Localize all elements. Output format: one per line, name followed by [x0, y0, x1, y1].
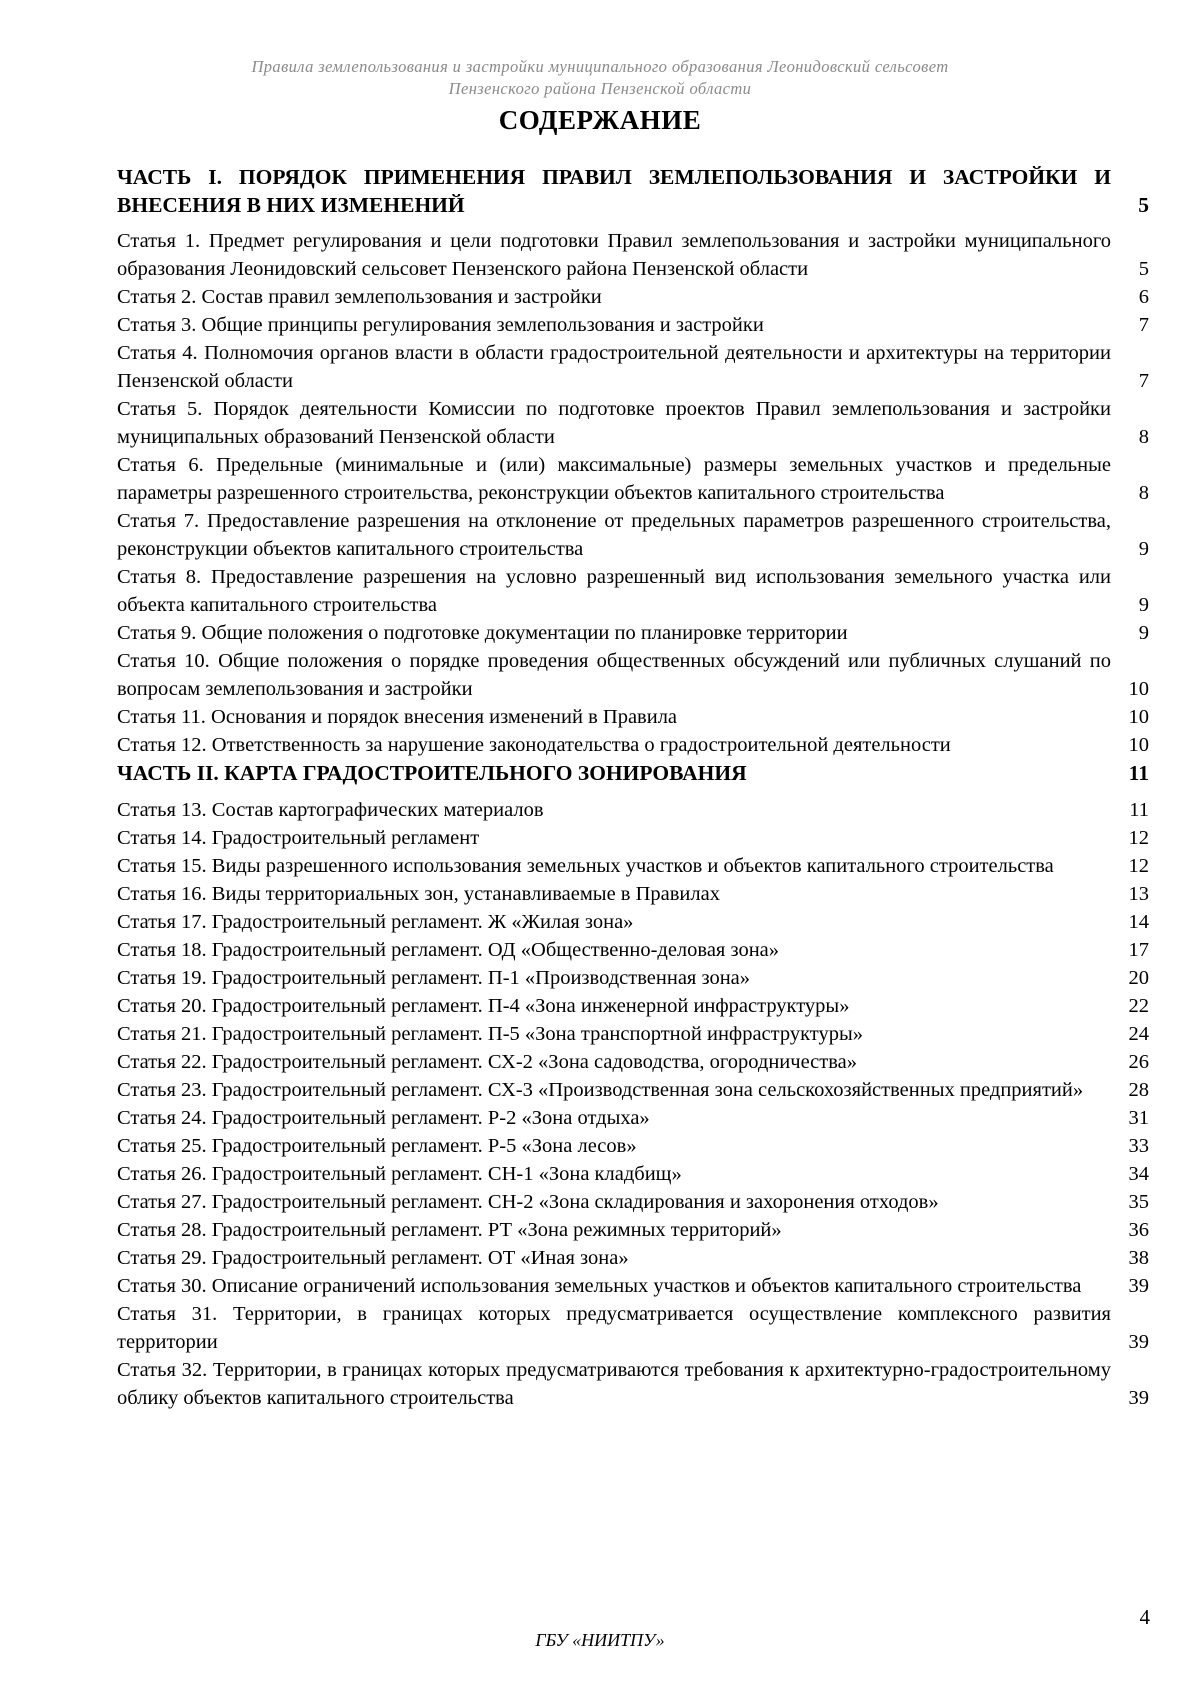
toc-entry-page: 34 — [1128, 1163, 1149, 1185]
toc-entry-title: Статья 8. Предоставление разрешения на условно разрешенный вид использования земельного участка или объекта капитального строительства — [117, 566, 1111, 616]
toc-entry-title: Статья 5. Порядок деятельности Комиссии по подготовке проектов Правил землепользования и застройки муниципальных образований Пензенской области — [117, 398, 1111, 448]
toc-article-entry[interactable] — [117, 731, 1149, 759]
toc-article-entry[interactable] — [117, 283, 1149, 311]
toc-entry-page: 39 — [1128, 1275, 1149, 1297]
toc-entry-title: Статья 23. Градостроительный регламент. СХ-3 «Производственная зона сельскохозяйственных предприятий» — [117, 1079, 1084, 1101]
toc-entry-title: Статья 26. Градостроительный регламент. СН-1 «Зона кладбищ» — [117, 1163, 682, 1185]
toc-entry-title: Статья 27. Градостроительный регламент. СН-2 «Зона складирования и захоронения отходов» — [117, 1191, 939, 1213]
toc-article-entry[interactable] — [117, 992, 1149, 1020]
running-header-line-2: Пензенского района Пензенской области — [448, 79, 752, 98]
running-header — [140, 56, 1060, 100]
toc-entry-title: ЧАСТЬ II. КАРТА ГРАДОСТРОИТЕЛЬНОГО ЗОНИРОВАНИЯ — [117, 761, 747, 785]
toc-entry-title: Статья 15. Виды разрешенного использования земельных участков и объектов капитального строительства — [117, 855, 1054, 877]
toc-entry-title: Статья 19. Градостроительный регламент. П-1 «Производственная зона» — [117, 967, 751, 989]
toc-entry-page: 9 — [1138, 622, 1149, 644]
toc-entry-page: 39 — [1128, 1387, 1149, 1409]
toc-entry-title: Статья 4. Полномочия органов власти в области градостроительной деятельности и архитектуры на территории Пензенской области — [117, 342, 1111, 392]
toc-entry-page: 35 — [1128, 1191, 1149, 1213]
toc-entry-page: 7 — [1138, 370, 1149, 392]
toc-entry-page: 9 — [1138, 594, 1149, 616]
toc-entry-title: Статья 1. Предмет регулирования и цели подготовки Правил землепользования и застройки муниципального образования Леонидовский сельсовет Пензенского района Пензенской области — [117, 230, 1111, 280]
toc-entry-page: 11 — [1129, 799, 1149, 821]
footer-organization: ГБУ «НИИТПУ» — [535, 1630, 665, 1650]
toc-entry-page: 12 — [1128, 855, 1149, 877]
toc-entry-page: 20 — [1128, 967, 1149, 989]
toc-entry-title: Статья 20. Градостроительный регламент. П-4 «Зона инженерной инфраструктуры» — [117, 995, 850, 1017]
toc-article-entry[interactable] — [117, 227, 1149, 283]
toc-entry-title: Статья 7. Предоставление разрешения на отклонение от предельных параметров разрешенного строительства, реконструкции объектов капитального строительства — [117, 510, 1111, 560]
toc-article-entry[interactable] — [117, 619, 1149, 647]
toc-article-entry[interactable] — [117, 964, 1149, 992]
toc-article-entry[interactable] — [117, 1160, 1149, 1188]
toc-article-entry[interactable] — [117, 451, 1149, 507]
toc-article-entry[interactable] — [117, 1020, 1149, 1048]
toc-article-entry[interactable] — [117, 1188, 1149, 1216]
toc-article-entry[interactable] — [117, 507, 1149, 563]
toc-entry-page: 33 — [1128, 1135, 1149, 1157]
toc-entry-page: 12 — [1128, 827, 1149, 849]
toc-entry-title: Статья 31. Территории, в границах которых предусматривается осуществление комплексного развития территории — [117, 1303, 1111, 1353]
toc-article-entry[interactable] — [117, 1356, 1149, 1412]
toc-entry-page: 7 — [1138, 314, 1149, 336]
toc-entry-page: 5 — [1138, 258, 1149, 280]
toc-part-entry[interactable] — [117, 163, 1149, 219]
toc-entry-page: 8 — [1138, 426, 1149, 448]
toc-entry-title: ЧАСТЬ I. ПОРЯДОК ПРИМЕНЕНИЯ ПРАВИЛ ЗЕМЛЕПОЛЬЗОВАНИЯ И ЗАСТРОЙКИ И ВНЕСЕНИЯ В НИХ ИЗМЕНЕНИЙ — [117, 165, 1111, 217]
toc-entry-title: Статья 28. Градостроительный регламент. РТ «Зона режимных территорий» — [117, 1219, 782, 1241]
toc-article-entry[interactable] — [117, 1216, 1149, 1244]
toc-article-entry[interactable] — [117, 880, 1149, 908]
running-header-line-1: Правила землепользования и застройки муниципального образования Леонидовский сельсовет — [251, 57, 949, 76]
toc-article-entry[interactable] — [117, 1272, 1149, 1300]
toc-entry-title: Статья 10. Общие положения о порядке проведения общественных обсуждений или публичных слушаний по вопросам землепользования и застройки — [117, 650, 1111, 700]
toc-entry-page: 39 — [1128, 1331, 1149, 1353]
toc-entry-page: 38 — [1128, 1247, 1149, 1269]
toc-entry-title: Статья 32. Территории, в границах которых предусматриваются требования к архитектурно-градостроительному облику объектов капитального строительства — [117, 1359, 1111, 1409]
toc-article-entry[interactable] — [117, 936, 1149, 964]
toc-entry-page: 11 — [1128, 761, 1149, 785]
toc-article-entry[interactable] — [117, 1104, 1149, 1132]
toc-entry-page: 13 — [1128, 883, 1149, 905]
toc-article-entry[interactable] — [117, 1132, 1149, 1160]
toc-entry-page: 31 — [1128, 1107, 1149, 1129]
toc-article-entry[interactable] — [117, 1300, 1149, 1356]
toc-article-entry[interactable] — [117, 796, 1149, 824]
toc-entry-title: Статья 13. Состав картографических материалов — [117, 799, 544, 821]
toc-article-entry[interactable] — [117, 1244, 1149, 1272]
toc-entry-title: Статья 3. Общие принципы регулирования землепользования и застройки — [117, 314, 764, 336]
toc-entry-page: 5 — [1138, 193, 1149, 217]
toc-article-entry[interactable] — [117, 339, 1149, 395]
toc-entry-title: Статья 14. Градостроительный регламент — [117, 827, 480, 849]
toc-entry-page: 36 — [1128, 1219, 1149, 1241]
toc-entry-title: Статья 29. Градостроительный регламент. ОТ «Иная зона» — [117, 1247, 629, 1269]
toc-article-entry[interactable] — [117, 824, 1149, 852]
table-of-contents — [117, 163, 1149, 1412]
toc-article-entry[interactable] — [117, 852, 1149, 880]
toc-entry-page: 10 — [1128, 734, 1149, 756]
toc-entry-page: 24 — [1128, 1023, 1149, 1045]
toc-entry-title: Статья 2. Состав правил землепользования и застройки — [117, 286, 602, 308]
toc-entry-title: Статья 6. Предельные (минимальные и (или) максимальные) размеры земельных участков и предельные параметры разрешенного строительства, реконструкции объектов капитального строительства — [117, 454, 1111, 504]
toc-entry-title: Статья 16. Виды территориальных зон, устанавливаемые в Правилах — [117, 883, 720, 905]
page-title: СОДЕРЖАНИЕ — [498, 105, 702, 135]
toc-entry-page: 14 — [1128, 911, 1149, 933]
toc-part-entry[interactable] — [117, 759, 1149, 787]
page-number: 4 — [1139, 1605, 1150, 1629]
toc-entry-title: Статья 11. Основания и порядок внесения изменений в Правила — [117, 706, 678, 728]
toc-article-entry[interactable] — [117, 1076, 1149, 1104]
toc-entry-title: Статья 12. Ответственность за нарушение законодательства о градостроительной деятельности — [117, 734, 951, 756]
toc-article-entry[interactable] — [117, 395, 1149, 451]
toc-entry-page: 8 — [1138, 482, 1149, 504]
toc-entry-page: 9 — [1138, 538, 1149, 560]
toc-entry-page: 10 — [1128, 678, 1149, 700]
toc-entry-title: Статья 30. Описание ограничений использования земельных участков и объектов капитального строительства — [117, 1275, 1082, 1297]
toc-entry-title: Статья 25. Градостроительный регламент. Р-5 «Зона лесов» — [117, 1135, 637, 1157]
toc-article-entry[interactable] — [117, 703, 1149, 731]
toc-article-entry[interactable] — [117, 563, 1149, 619]
toc-entry-title: Статья 18. Градостроительный регламент. ОД «Общественно-деловая зона» — [117, 939, 780, 961]
toc-entry-page: 26 — [1128, 1051, 1149, 1073]
toc-article-entry[interactable] — [117, 1048, 1149, 1076]
toc-entry-page: 22 — [1128, 995, 1149, 1017]
toc-entry-title: Статья 17. Градостроительный регламент. Ж «Жилая зона» — [117, 911, 634, 933]
toc-entry-page: 6 — [1138, 286, 1149, 308]
toc-article-entry[interactable] — [117, 647, 1149, 703]
toc-entry-page: 28 — [1128, 1079, 1149, 1101]
toc-entry-title: Статья 9. Общие положения о подготовке документации по планировке территории — [117, 622, 848, 644]
toc-article-entry[interactable] — [117, 908, 1149, 936]
toc-entry-title: Статья 22. Градостроительный регламент. СХ-2 «Зона садоводства, огородничества» — [117, 1051, 858, 1073]
toc-entry-title: Статья 24. Градостроительный регламент. Р-2 «Зона отдыха» — [117, 1107, 650, 1129]
toc-entry-page: 10 — [1128, 706, 1149, 728]
toc-entry-page: 17 — [1128, 939, 1149, 961]
toc-article-entry[interactable] — [117, 311, 1149, 339]
toc-entry-title: Статья 21. Градостроительный регламент. П-5 «Зона транспортной инфраструктуры» — [117, 1023, 863, 1045]
